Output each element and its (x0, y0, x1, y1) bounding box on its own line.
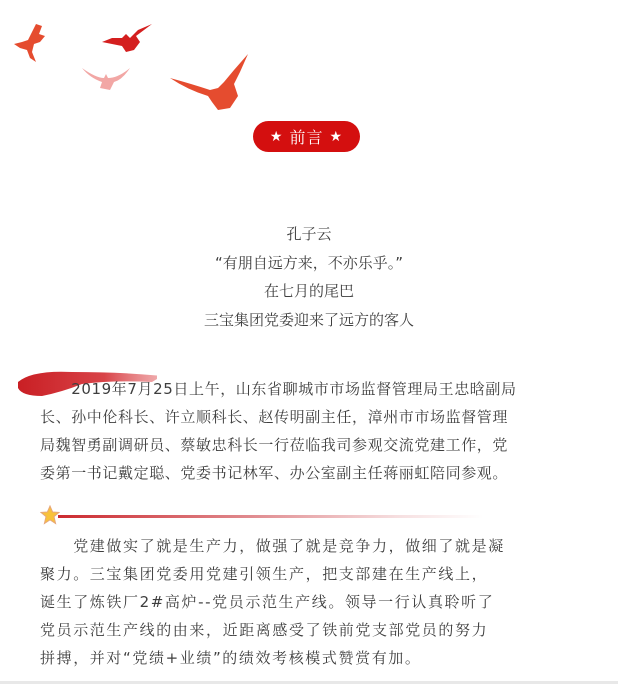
paragraph-line: 2019年7月25日上午，山东省聊城市市场监督管理局王忠晗副局 (40, 380, 517, 398)
dove-icon (12, 22, 48, 66)
poem-line: “有朋自远方来，不亦乐乎。” (214, 253, 404, 272)
paragraph-line: 党员示范生产线的由来，近距离感受了铁前党支部党员的努力 (40, 621, 489, 639)
poem-block (0, 220, 618, 334)
gold-star-icon (40, 505, 60, 525)
badge-label: 前言 (289, 128, 324, 147)
poem-line: 孔子云 (286, 225, 332, 243)
paragraph-line: 聚力。三宝集团党委用党建引领生产，把支部建在生产线上， (40, 565, 489, 583)
section-divider (58, 515, 483, 518)
paragraph-line: 委第一书记戴定聪、党委书记林军、办公室副主任蒋丽虹陪同参观。 (40, 464, 509, 482)
header-doves-illustration (0, 0, 260, 120)
paragraph-line: 局魏智勇副调研员、蔡敏忠科长一行莅临我司参观交流党建工作，党 (40, 436, 509, 454)
dove-icon (168, 52, 252, 112)
paragraph-line: 诞生了炼铁厂2#高炉--党员示范生产线。领导一行认真聆听了 (40, 593, 495, 611)
paragraph-line: 长、孙中伦科长、许立顺科长、赵传明副主任，漳州市市场监督管理 (40, 408, 509, 426)
star-icon: ★ (329, 128, 344, 145)
star-icon: ★ (269, 128, 284, 145)
dove-icon (80, 66, 134, 92)
poem-line: 三宝集团党委迎来了远方的客人 (203, 310, 414, 329)
dove-icon (100, 22, 154, 56)
poem-line: 在七月的尾巴 (263, 282, 354, 300)
paragraph-line: 党建做实了就是生产力，做强了就是竞争力，做细了就是凝 (40, 537, 505, 555)
party-building-paragraph (40, 532, 580, 672)
preface-badge (253, 121, 360, 152)
paragraph-line: 拼搏，并对“党绩+业绩”的绩效考核模式赞赏有加。 (40, 649, 422, 667)
visit-paragraph (40, 375, 580, 487)
